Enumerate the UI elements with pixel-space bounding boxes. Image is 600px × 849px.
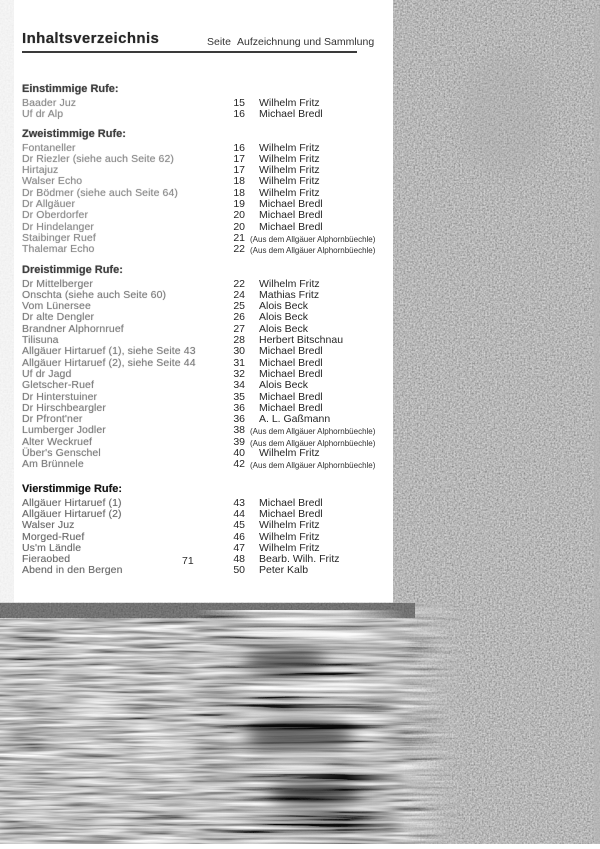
entry-name: Brandner Alphornruef <box>22 322 124 335</box>
entry-name: Walser Juz <box>22 519 75 532</box>
entry-source: (Aus dem Allgäuer Alphornbüechle) <box>250 234 376 244</box>
entry-name: Dr Hirschbeargler <box>22 401 106 414</box>
entry-name: Us'm Ländle <box>22 541 82 554</box>
entry-name: Dr Pfront'ner <box>22 413 83 426</box>
toc-row <box>22 109 392 120</box>
entry-page-number: 36 <box>233 401 245 414</box>
entry-page-number: 48 <box>233 553 245 566</box>
entry-page-number: 35 <box>233 390 245 403</box>
toc-sections <box>22 60 392 577</box>
entry-name: Über's Genschel <box>22 447 101 460</box>
entry-name: Dr Oberdorfer <box>22 209 89 222</box>
entry-source: Wilhelm Fritz <box>259 141 320 154</box>
entry-page-number: 50 <box>233 564 245 577</box>
entry-name: Allgäuer Hirtaruef (2), siehe Seite 44 <box>22 356 196 369</box>
entry-name: Dr Bödmer (siehe auch Seite 64) <box>22 186 179 199</box>
entry-page-number: 19 <box>233 198 245 211</box>
entry-name: Onschta (siehe auch Seite 60) <box>22 288 167 301</box>
entry-name: Baader Juz <box>22 97 77 109</box>
entry-name: Lumberger Jodler <box>22 424 106 437</box>
entry-name: Gletscher-Ruef <box>22 379 95 392</box>
entry-source: Alois Beck <box>259 300 309 313</box>
entry-page-number: 39 <box>233 435 245 448</box>
entry-name: Allgäuer Hirtaruef (2) <box>22 507 122 520</box>
entry-name: Dr Hindelanger <box>22 220 95 233</box>
column-header-seite: Seite <box>207 36 231 48</box>
scanned-page <box>0 0 403 603</box>
entry-page-number: 15 <box>233 97 245 109</box>
entry-name: Uf dr Alp <box>22 108 64 121</box>
entry-source: Herbert Bitschnau <box>259 334 344 347</box>
entry-name: Allgäuer Hirtaruef (1) <box>22 496 122 509</box>
entry-name: Tilisuna <box>22 334 59 347</box>
entry-source: Michael Bredl <box>259 209 323 222</box>
entry-page-number: 31 <box>233 356 245 369</box>
entry-page-number: 36 <box>233 413 245 426</box>
entry-name: Alter Weckruef <box>22 435 93 448</box>
entry-name: Fieraobed <box>22 553 71 566</box>
toc-row <box>22 509 392 520</box>
toc-row <box>22 188 392 199</box>
entry-name: Abend in den Bergen <box>22 564 123 577</box>
entry-name: Dr Allgäuer <box>22 198 76 211</box>
entry-name: Dr Mittelberger <box>22 277 93 290</box>
section-heading: Dreistimmige Rufe: <box>22 263 123 276</box>
entry-page-number: 40 <box>233 447 245 460</box>
entry-source: (Aus dem Allgäuer Alphornbüechle) <box>250 427 376 437</box>
entry-source: Bearb. Wilh. Fritz <box>259 553 340 566</box>
entry-name: Vom Lünersee <box>22 300 91 313</box>
entry-source: Michael Bredl <box>259 367 323 380</box>
toc-row <box>22 244 392 255</box>
entry-source: Wilhelm Fritz <box>259 277 320 290</box>
entry-page-number: 38 <box>233 424 245 437</box>
toc-section <box>22 483 392 577</box>
entry-source: Wilhelm Fritz <box>259 541 320 554</box>
entry-source: Michael Bredl <box>259 356 323 369</box>
section-heading: Einstimmige Rufe: <box>22 83 119 95</box>
entry-page-number: 20 <box>233 209 245 222</box>
entry-page-number: 30 <box>233 345 245 358</box>
entry-source: Wilhelm Fritz <box>259 152 320 165</box>
page-title: Inhaltsverzeichnis <box>22 30 160 47</box>
entry-source: Michael Bredl <box>259 390 323 403</box>
toc-section <box>22 128 392 256</box>
entry-source: Alois Beck <box>259 322 309 335</box>
entry-source: Wilhelm Fritz <box>259 175 320 188</box>
entry-source: Peter Kalb <box>259 564 309 577</box>
toc-row <box>22 98 392 109</box>
entry-name: Am Brünnele <box>22 458 84 471</box>
entry-source: Wilhelm Fritz <box>259 97 320 109</box>
entry-name: Dr Hinterstuiner <box>22 390 98 403</box>
entry-page-number: 46 <box>233 530 245 543</box>
entry-page-number: 22 <box>233 277 245 290</box>
section-heading: Vierstimmige Rufe: <box>22 482 123 495</box>
toc-row <box>22 346 392 357</box>
toc-section <box>22 264 392 471</box>
entry-source: Wilhelm Fritz <box>259 519 320 532</box>
entry-page-number: 44 <box>233 507 245 520</box>
entry-source: Mathias Fritz <box>259 288 320 301</box>
entry-page-number: 21 <box>233 231 245 244</box>
entry-source: Wilhelm Fritz <box>259 530 320 543</box>
entry-source: Michael Bredl <box>259 496 323 509</box>
entry-source: Wilhelm Fritz <box>259 447 320 460</box>
entry-page-number: 16 <box>233 141 245 154</box>
entry-source: Michael Bredl <box>259 345 323 358</box>
entry-source: (Aus dem Allgäuer Alphornbüechle) <box>250 246 376 256</box>
entry-page-number: 45 <box>233 519 245 532</box>
entry-page-number: 16 <box>233 108 245 121</box>
entry-page-number: 43 <box>233 496 245 509</box>
header-rule <box>22 51 357 53</box>
toc-row <box>22 358 392 369</box>
entry-page-number: 34 <box>233 379 245 392</box>
entry-page-number: 17 <box>233 152 245 165</box>
entry-source: A. L. Gaßmann <box>259 413 331 426</box>
toc-row <box>22 459 392 470</box>
toc-section <box>22 83 392 121</box>
entry-page-number: 18 <box>233 175 245 188</box>
toc-row <box>22 154 392 165</box>
entry-page-number: 42 <box>233 458 245 471</box>
entry-source: Wilhelm Fritz <box>259 164 320 177</box>
entry-name: Walser Echo <box>22 175 83 188</box>
toc-row <box>22 565 392 576</box>
toc-row <box>22 210 392 221</box>
entry-name: Fontaneller <box>22 141 76 154</box>
entry-page-number: 20 <box>233 220 245 233</box>
entry-name: Uf dr Jagd <box>22 367 72 380</box>
entry-name: Dr Riezler (siehe auch Seite 62) <box>22 152 175 165</box>
entry-source: Michael Bredl <box>259 198 323 211</box>
entry-source: Alois Beck <box>259 379 309 392</box>
entry-source: Michael Bredl <box>259 401 323 414</box>
column-header-source: Aufzeichnung und Sammlung <box>237 36 375 48</box>
entry-page-number: 25 <box>233 300 245 313</box>
entry-page-number: 26 <box>233 311 245 324</box>
entry-source: (Aus dem Allgäuer Alphornbüechle) <box>250 461 376 471</box>
section-heading: Zweistimmige Rufe: <box>22 127 126 140</box>
entry-name: Thalemar Echo <box>22 243 95 256</box>
toc-row <box>22 380 392 391</box>
entry-page-number: 24 <box>233 288 245 301</box>
entry-page-number: 22 <box>233 243 245 256</box>
entry-page-number: 32 <box>233 367 245 380</box>
entry-page-number: 18 <box>233 186 245 199</box>
entry-source: Michael Bredl <box>259 507 323 520</box>
entry-page-number: 28 <box>233 334 245 347</box>
entry-name: Morged-Ruef <box>22 530 85 543</box>
toc-row <box>22 520 392 531</box>
entry-source: Wilhelm Fritz <box>259 186 320 199</box>
entry-page-number: 17 <box>233 164 245 177</box>
entry-name: Staibinger Ruef <box>22 231 96 244</box>
entry-name: Allgäuer Hirtaruef (1), siehe Seite 43 <box>22 345 196 358</box>
entry-page-number: 47 <box>233 541 245 554</box>
folio-page-number: 71 <box>182 555 194 567</box>
entry-source: (Aus dem Allgäuer Alphornbüechle) <box>250 438 376 448</box>
entry-source: Michael Bredl <box>259 220 323 233</box>
entry-source: Alois Beck <box>259 311 309 324</box>
entry-name: Dr alte Dengler <box>22 311 95 324</box>
entry-page-number: 27 <box>233 322 245 335</box>
entry-name: Hirtajuz <box>22 164 59 177</box>
entry-source: Michael Bredl <box>259 108 323 121</box>
